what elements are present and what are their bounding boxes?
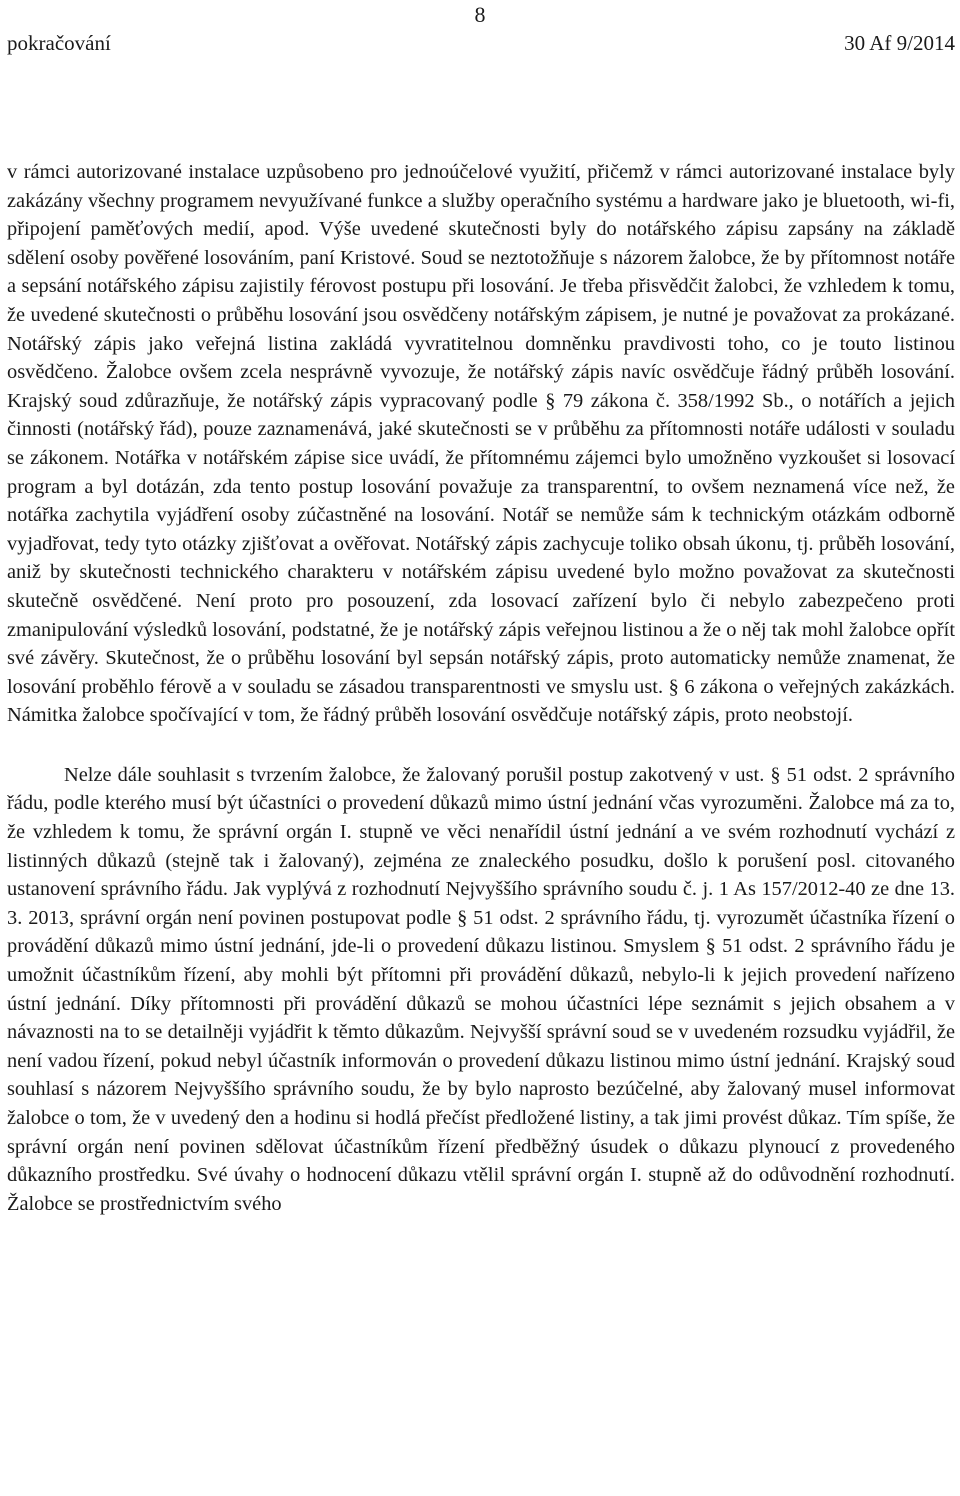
paragraph-spacer [7, 730, 955, 761]
page-header [7, 30, 955, 56]
paragraph-2: Nelze dále souhlasit s tvrzením žalobce, že žalovaný porušil postup zakotvený v ust. § 51 odst. 2 správního řádu, podle kterého musí být účastníci o provedení důkazů mimo ústní jednání včas vyrozuměni. Žalobce má za to, že vzhledem k tomu, že správní orgán I. stupně ve věci nenařídil ústní jednání a ve svém rozhodnutí vychází z listinných důkazů (stejně tak i žalovaný), zejména ze znaleckého posudku, došlo k porušení posl. citovaného ustanovení správního řádu. Jak vyplývá z rozhodnutí Nejvyššího správního soudu č. j. 1 As 157/2012-40 ze dne 13. 3. 2013, správní orgán není povinen postupovat podle § 51 odst. 2 správního řádu, tj. vyrozumět účastníka řízení o provádění důkazů mimo ústní jednání, jde-li o provedení důkazu listinou. Smyslem § 51 odst. 2 správního řádu je umožnit účastníkům řízení, aby mohli být přítomni při provádění důkazů, nebylo-li k jejich provedení nařízeno ústní jednání. Díky přítomnosti při provádění důkazů se mohou účastníci lépe seznámit s jejich obsahem a v návaznosti na to se detailněji vyjádřit k těmto důkazům. Nejvyšší správní soud se v uvedeném rozsudku vyjádřil, že není vadou řízení, pokud nebyl účastník informován o provedení důkazu listinou mimo ústní jednání. Krajský soud souhlasí s názorem Nejvyššího správního soudu, že by bylo naprosto bezúčelné, aby žalovaný musel informovat žalobce o tom, že v uvedený den a hodinu si hodlá přečíst předložené listiny, a tak jimi provést důkaz. Tím spíše, že správní orgán není povinen sdělovat účastníkům řízení předběžný úsudek o důkazu plynoucí z provedeného důkazního prostředku. Své úvahy o hodnocení důkazu vtělil správní orgán I. stupně až do odůvodnění rozhodnutí. Žalobce se prostřednictvím svého [7, 763, 955, 1215]
header-continuation-label: pokračování [7, 31, 111, 55]
document-body [7, 158, 955, 1218]
header-case-number: 30 Af 9/2014 [844, 31, 955, 55]
page-number: 8 [474, 2, 486, 27]
paragraph-1: v rámci autorizované instalace uzpůsobeno pro jednoúčelové využití, přičemž v rámci autorizované instalace byly zakázány všechny programem nevyužívané funkce a služby operačního systému a hardware jako je bluetooth, wi-fi, připojení paměťových medií, apod. Výše uvedené skutečnosti byly do notářského zápisu zapsány na základě sdělení osoby pověřené losováním, paní Kristové. Soud se neztotožňuje s názorem žalobce, že by přítomnost notáře a sepsání notářského zápisu zajistily férovost postupu při losování. Je třeba přisvědčit žalobci, že vzhledem k tomu, že uvedené skutečnosti o průběhu losování jsou osvědčeny notářským zápisem, je nutné je považovat za prokázané. Notářský zápis jako veřejná listina zakládá vyvratitelnou domněnku pravdivosti toho, co je touto listinou osvědčeno. Žalobce ovšem zcela nesprávně vyvozuje, že notářský zápis navíc osvědčuje řádný průběh losování. Krajský soud zdůrazňuje, že notářský zápis vypracovaný podle § 79 zákona č. 358/1992 Sb., o notářích a jejich činnosti (notářský řád), pouze zaznamenává, jaké skutečnosti se v průběhu za přítomnosti notáře události v souladu se zákonem. Notářka v notářském zápise sice uvádí, že přítomnému zájemci bylo umožněno vyzkoušet si losovací program a byl dotázán, zda tento postup losování považuje za transparentní, to ovšem neznamená více než, že notářka zachytila vyjádření osoby zúčastněné na losování. Notář se nemůže sám k technickým otázkám odborně vyjadřovat, tedy tyto otázky zjišťovat a ověřovat. Notářský zápis zachycuje toliko obsah úkonu, tj. průběh losování, aniž by skutečnosti technického charakteru v notářském zápisu uvedené bylo možno považovat za skutečnosti skutečně osvědčené. Není proto pro posouzení, zda losovací zařízení bylo či nebylo zabezpečeno proti zmanipulování výsledků losování, podstatné, že je notářský zápis veřejnou listinou a že o něj tak mohl žalobce opřít své závěry. Skutečnost, že o průběhu losování byl sepsán notářský zápis, proto automaticky nemůže znamenat, že losování proběhlo férově a v souladu se zásadou transparentnosti ve smyslu ust. § 6 zákona o veřejných zakázkách. Námitka žalobce spočívající v tom, že řádný průběh losování osvědčuje notářský zápis, proto neobstojí. [7, 161, 955, 727]
